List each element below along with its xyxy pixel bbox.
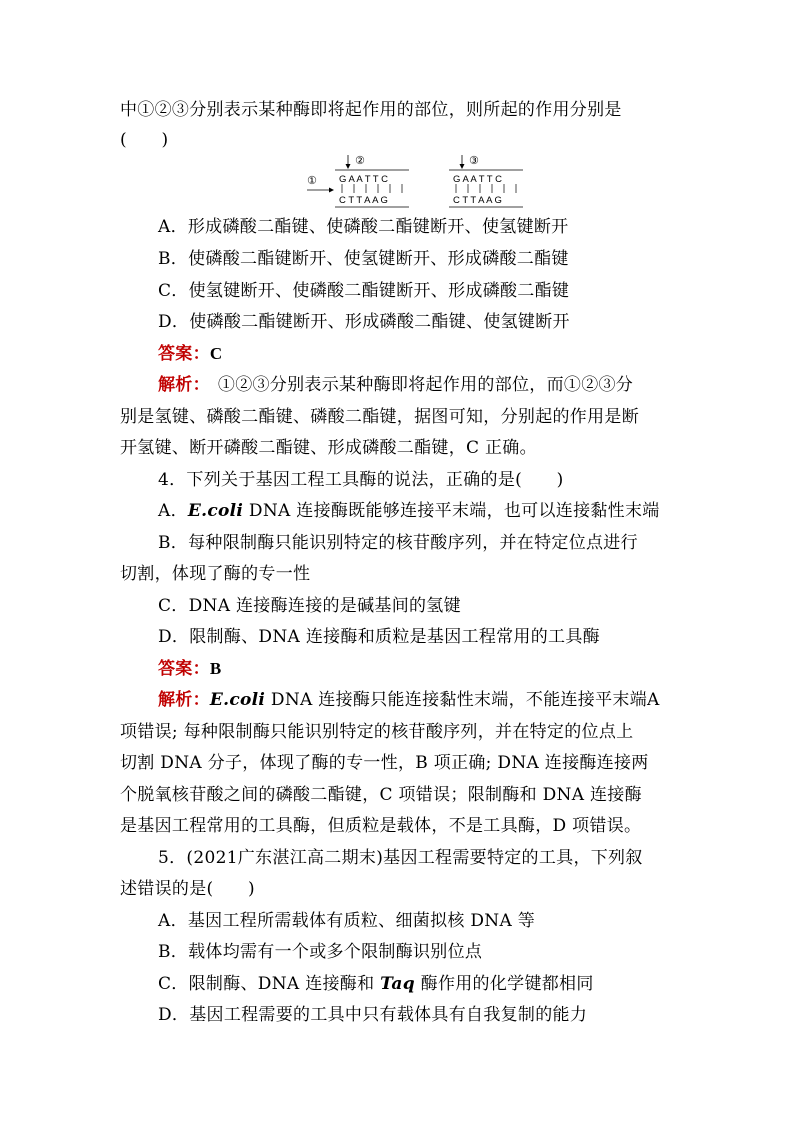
q4-option-d: D．限制酶、DNA 连接酶和质粒是基因工程常用的工具酶 — [158, 627, 600, 647]
hydrogen-bonds-right — [456, 184, 516, 193]
q3-analysis-text1: ①②③分别表示某种酶即将起作用的部位，而①②③分 — [217, 375, 634, 395]
q5-option-c-taq: Taq — [380, 974, 415, 994]
q5-option-d: D．基因工程需要的工具中只有载体具有自我复制的能力 — [158, 1005, 588, 1025]
q5-option-c — [158, 973, 594, 995]
arrow-3-head — [460, 164, 465, 169]
q5-stem-line2: 述错误的是( ) — [120, 879, 255, 899]
q4-analysis-ecoli: E.coli — [209, 690, 266, 710]
marker-2: ② — [355, 155, 365, 167]
arrow-2-head — [346, 164, 351, 169]
q4-analysis-text1: DNA 连接酶只能连接黏性末端，不能连接平末端A — [265, 690, 660, 710]
q4-analysis-line1 — [158, 689, 660, 711]
hydrogen-bonds-left — [342, 184, 402, 193]
q3-answer-label: 答案： — [158, 344, 210, 364]
seq-top-left: G A A T T C — [339, 174, 388, 185]
q4-option-a-ecoli: E.coli — [187, 501, 244, 521]
seq-bottom-right: C T T A A G — [453, 195, 502, 206]
q4-option-c: C．DNA 连接酶连接的是碱基间的氢键 — [158, 596, 461, 616]
dna-sequence-figure — [305, 152, 530, 210]
marker-1: ① — [307, 175, 317, 187]
q5-option-c-rest: 酶作用的化学键都相同 — [414, 974, 594, 994]
dna-figure-svg — [305, 152, 530, 210]
q3-stem-line2: ( ) — [120, 130, 169, 150]
seq-top-right: G A A T T C — [453, 174, 502, 185]
q3-analysis-line1 — [158, 374, 633, 396]
q3-answer — [158, 343, 222, 365]
q3-option-c: C．使氢键断开、使磷酸二酯键断开、形成磷酸二酯键 — [158, 281, 570, 301]
q4-stem: 4．下列关于基因工程工具酶的说法，正确的是( ) — [158, 470, 564, 490]
q4-analysis-line4: 个脱氧核苷酸之间的磷酸二酯键，C 项错误；限制酶和 DNA 连接酶 — [120, 785, 642, 805]
arrow-1-head — [329, 188, 334, 193]
q4-option-b-line1: B．每种限制酶只能识别特定的核苷酸序列，并在特定位点进行 — [158, 533, 638, 553]
q4-option-a-rest: DNA 连接酶既能够连接平末端，也可以连接黏性末端 — [243, 501, 660, 521]
q4-analysis-label: 解析： — [158, 690, 210, 710]
q5-option-c-prefix: C．限制酶、DNA 连接酶和 — [158, 974, 381, 994]
q3-analysis-line2: 别是氢键、磷酸二酯键、磷酸二酯键，据图可知，分别起的作用是断 — [120, 407, 639, 427]
seq-bottom-left: C T T A A G — [339, 195, 388, 206]
q3-stem-line1: 中①②③分别表示某种酶即将起作用的部位，则所起的作用分别是 — [120, 100, 622, 120]
q3-option-a: A．形成磷酸二酯键、使磷酸二酯键断开、使氢键断开 — [158, 217, 569, 237]
q4-option-b-line2: 切割，体现了酶的专一性 — [120, 564, 311, 584]
q4-analysis-line3: 切割 DNA 分子，体现了酶的专一性，B 项正确; DNA 连接酶连接两 — [120, 753, 649, 773]
q4-analysis-line2: 项错误; 每种限制酶只能识别特定的核苷酸序列，并在特定的位点上 — [120, 722, 634, 742]
q5-option-a: A．基因工程所需载体有质粒、细菌拟核 DNA 等 — [158, 911, 536, 931]
q4-option-a-prefix: A． — [158, 501, 188, 521]
q5-stem-line1: 5．(2021广东湛江高二期末)基因工程需要特定的工具，下列叙 — [158, 848, 643, 868]
q4-option-a — [158, 500, 660, 522]
q5-option-b: B．载体均需有一个或多个限制酶识别位点 — [158, 942, 483, 962]
q3-analysis-label: 解析： — [158, 375, 210, 395]
q3-analysis-line3: 开氢键、断开磷酸二酯键、形成磷酸二酯键，C 正确。 — [120, 438, 537, 458]
q3-option-d: D．使磷酸二酯键断开、形成磷酸二酯键、使氢键断开 — [158, 312, 570, 332]
marker-3: ③ — [469, 155, 479, 167]
q4-answer-label: 答案： — [158, 659, 210, 679]
q4-answer — [158, 658, 222, 680]
q3-answer-value: C — [209, 344, 223, 363]
q4-analysis-line5: 是基因工程常用的工具酶，但质粒是载体，不是工具酶，D 项错误。 — [120, 816, 642, 836]
q3-option-b: B．使磷酸二酯键断开、使氢键断开、形成磷酸二酯键 — [158, 249, 569, 269]
q4-answer-value: B — [209, 659, 222, 678]
